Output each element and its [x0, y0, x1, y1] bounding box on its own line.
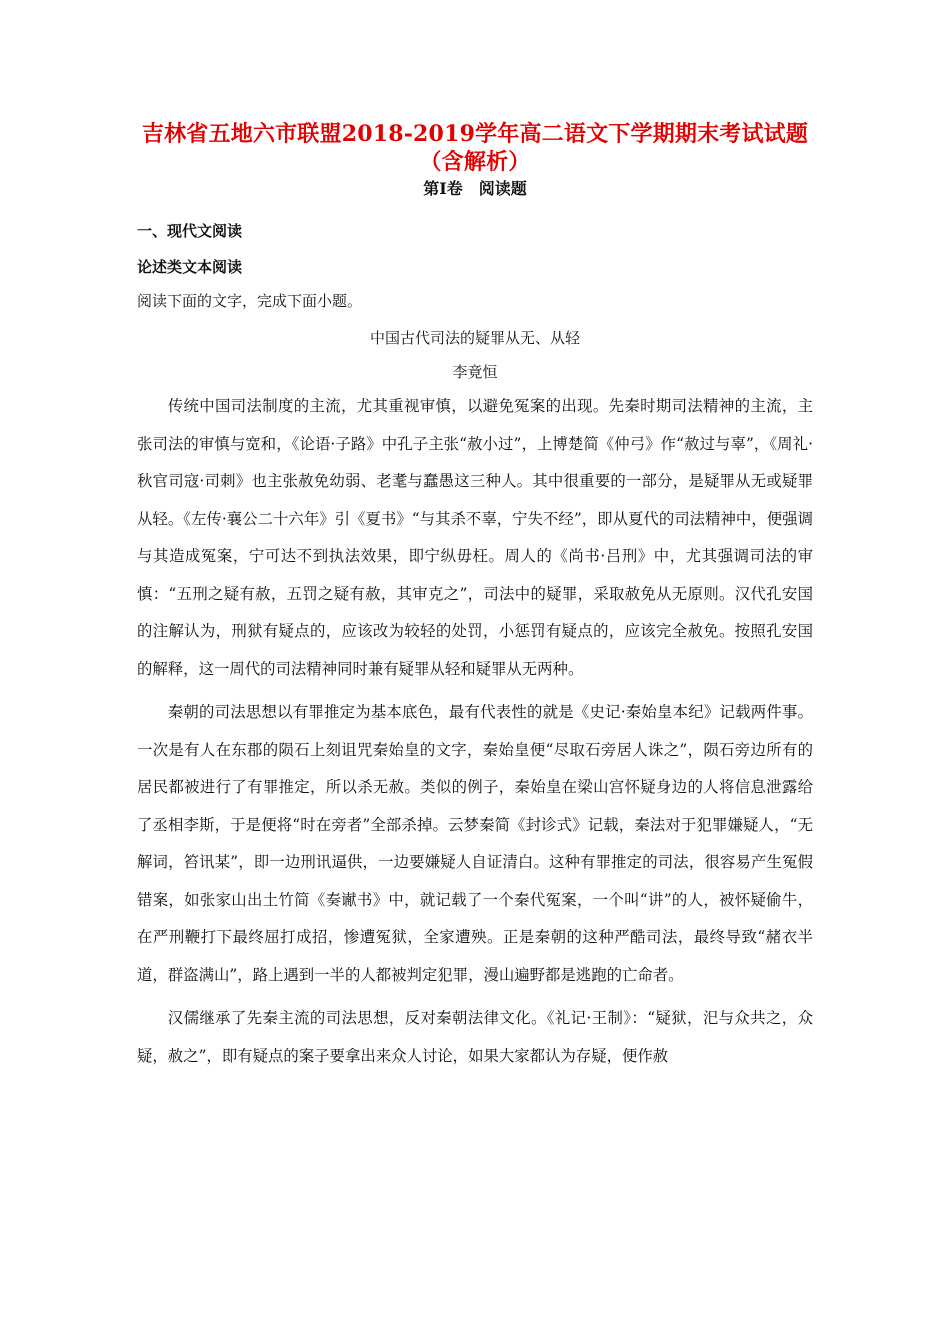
document-title-line-1: 吉林省五地六市联盟2018-2019学年高二语文下学期期末考试试题 — [141, 121, 809, 147]
article-paragraph-3: 汉儒继承了先秦主流的司法思想，反对秦朝法律文化。《礼记·王制》：“疑狱，汜与众共之，众疑，赦之”，即有疑点的案子要拿出来众人讨论，如果大家都认为存疑，便作赦 — [137, 1009, 813, 1065]
document-title-line-2: （含解析） — [419, 149, 531, 175]
sub-heading: 论述类文本阅读 — [137, 258, 243, 276]
volume-heading: 第Ⅰ卷 阅读题 — [423, 179, 527, 198]
reading-instruction: 阅读下面的文字，完成下面小题。 — [137, 292, 363, 310]
article-author: 李竟恒 — [452, 363, 498, 381]
article-title: 中国古代司法的疑罪从无、从轻 — [369, 329, 580, 347]
document-title — [137, 120, 813, 176]
article-paragraph-2: 秦朝的司法思想以有罪推定为基本底色，最有代表性的就是《史记·秦始皇本纪》记载两件事。一次是有人在东郡的陨石上刻诅咒秦始皇的文字，秦始皇便“尽取石旁居人诛之”，陨石旁边所有的居民都被进行了有罪推定，所以杀无赦。类似的例子，秦始皇在梁山宫怀疑身边的人将信息泄露给了丞相李斯，于是便将“时在旁者”全部杀掉。云梦秦简《封诊式》记载，秦法对于犯罪嫌疑人，“无解词，笞讯某”，即一边刑讯逼供，一边要嫌疑人自证清白。这种有罪推定的司法，很容易产生冤假错案，如张家山出土竹简《奏谳书》中，就记载了一个秦代冤案，一个叫“讲”的人，被怀疑偷牛，在严刑鞭打下最终屈打成招，惨遭冤狱，全家遭殃。正是秦朝的这种严酷司法，最终导致“赭衣半道，群盗满山”，路上遇到一半的人都被判定犯罪，漫山遍野都是逃跑的亡命者。 — [137, 703, 813, 984]
section-heading: 一、现代文阅读 — [137, 222, 243, 240]
article-paragraph-1: 传统中国司法制度的主流，尤其重视审慎，以避免冤案的出现。先秦时期司法精神的主流，主张司法的审慎与宽和，《论语·子路》中孔子主张“赦小过”，上博楚简《仲弓》作“赦过与辜”，《周礼·秋官司寇·司刺》也主张赦免幼弱、老耄与蠢愚这三种人。其中很重要的一部分，是疑罪从无或疑罪从轻。《左传·襄公二十六年》引《夏书》“与其杀不辜，宁失不经”，即从夏代的司法精神中，便强调与其造成冤案，宁可达不到执法效果，即宁纵毋枉。周人的《尚书·吕刑》中，尤其强调司法的审慎：“五刑之疑有赦，五罚之疑有赦，其审克之”，司法中的疑罪，采取赦免从无原则。汉代孔安国的注解认为，刑狱有疑点的，应该改为较轻的处罚，小惩罚有疑点的，应该完全赦免。按照孔安国的解释，这一周代的司法精神同时兼有疑罪从轻和疑罪从无两种。 — [137, 397, 813, 678]
document-page — [137, 120, 813, 1075]
